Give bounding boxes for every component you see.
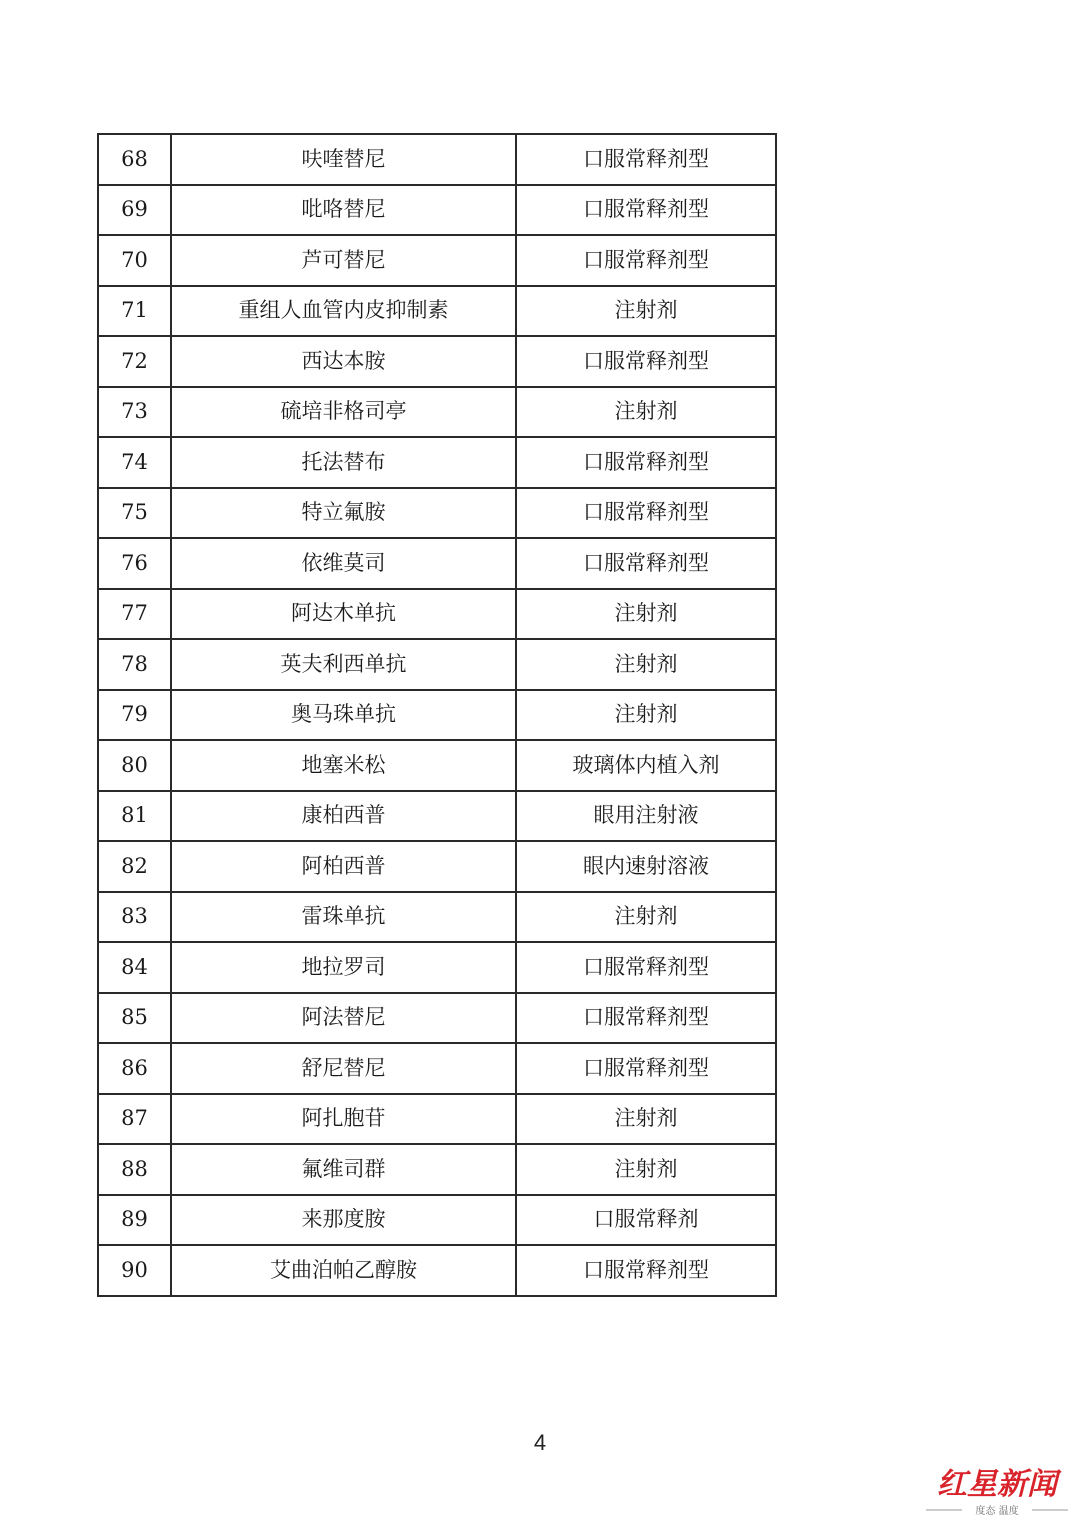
dosage-form: 口服常释剂型: [516, 488, 776, 539]
row-number: 70: [98, 235, 171, 286]
drug-name: 阿扎胞苷: [171, 1094, 516, 1145]
drug-name: 雷珠单抗: [171, 892, 516, 943]
dosage-form: 注射剂: [516, 1094, 776, 1145]
table-row: [98, 437, 776, 488]
drug-name: 西达本胺: [171, 336, 516, 387]
drug-name: 舒尼替尼: [171, 1043, 516, 1094]
table-row: [98, 286, 776, 337]
row-number: 80: [98, 740, 171, 791]
row-number: 90: [98, 1245, 171, 1296]
drug-name: 硫培非格司亭: [171, 387, 516, 438]
page-number: 4: [533, 1430, 547, 1455]
drug-name: 阿法替尼: [171, 993, 516, 1044]
table-row: [98, 387, 776, 438]
drug-name: 康柏西普: [171, 791, 516, 842]
row-number: 71: [98, 286, 171, 337]
table-body: [98, 134, 776, 1296]
drug-name: 艾曲泊帕乙醇胺: [171, 1245, 516, 1296]
row-number: 82: [98, 841, 171, 892]
row-number: 85: [98, 993, 171, 1044]
dosage-form: 玻璃体内植入剂: [516, 740, 776, 791]
drug-name: 奥马珠单抗: [171, 690, 516, 741]
row-number: 83: [98, 892, 171, 943]
dosage-form: 口服常释剂型: [516, 942, 776, 993]
row-number: 69: [98, 185, 171, 236]
dosage-form: 注射剂: [516, 690, 776, 741]
table-row: [98, 538, 776, 589]
dosage-form: 眼内速射溶液: [516, 841, 776, 892]
drug-name: 英夫利西单抗: [171, 639, 516, 690]
row-number: 89: [98, 1195, 171, 1246]
table-row: [98, 841, 776, 892]
row-number: 79: [98, 690, 171, 741]
table-row: [98, 589, 776, 640]
drug-name: 托法替布: [171, 437, 516, 488]
dosage-form: 口服常释剂型: [516, 1245, 776, 1296]
row-number: 81: [98, 791, 171, 842]
drug-name: 特立氟胺: [171, 488, 516, 539]
dosage-form: 注射剂: [516, 387, 776, 438]
row-number: 84: [98, 942, 171, 993]
row-number: 73: [98, 387, 171, 438]
table-row: [98, 1195, 776, 1246]
dosage-form: 口服常释剂型: [516, 336, 776, 387]
table-row: [98, 336, 776, 387]
drug-name: 来那度胺: [171, 1195, 516, 1246]
table-row: [98, 1094, 776, 1145]
table-row: [98, 740, 776, 791]
drug-name: 地拉罗司: [171, 942, 516, 993]
drug-name: 氟维司群: [171, 1144, 516, 1195]
dosage-form: 注射剂: [516, 286, 776, 337]
dosage-form: 注射剂: [516, 892, 776, 943]
table-row: [98, 1245, 776, 1296]
dosage-form: 注射剂: [516, 589, 776, 640]
dosage-form: 口服常释剂型: [516, 993, 776, 1044]
table-row: [98, 488, 776, 539]
row-number: 88: [98, 1144, 171, 1195]
table-row: [98, 235, 776, 286]
dosage-form: 注射剂: [516, 639, 776, 690]
table-row: [98, 639, 776, 690]
drug-name: 地塞米松: [171, 740, 516, 791]
table-row: [98, 791, 776, 842]
row-number: 68: [98, 134, 171, 185]
svg-text:度态 温度: 度态 温度: [975, 1506, 1019, 1517]
row-number: 77: [98, 589, 171, 640]
drug-name: 依维莫司: [171, 538, 516, 589]
row-number: 75: [98, 488, 171, 539]
table-row: [98, 690, 776, 741]
dosage-form: 口服常释剂型: [516, 1043, 776, 1094]
drug-name: 吡咯替尼: [171, 185, 516, 236]
dosage-form: 口服常释剂型: [516, 185, 776, 236]
table-row: [98, 134, 776, 185]
drug-name: 芦可替尼: [171, 235, 516, 286]
row-number: 86: [98, 1043, 171, 1094]
table-row: [98, 993, 776, 1044]
dosage-form: 口服常释剂型: [516, 538, 776, 589]
drug-table: [97, 133, 777, 1297]
dosage-form: 口服常释剂型: [516, 134, 776, 185]
table-row: [98, 892, 776, 943]
drug-name: 重组人血管内皮抑制素: [171, 286, 516, 337]
drug-name: 阿达木单抗: [171, 589, 516, 640]
row-number: 87: [98, 1094, 171, 1145]
drug-name: 阿柏西普: [171, 841, 516, 892]
table-row: [98, 185, 776, 236]
table-row: [98, 1043, 776, 1094]
dosage-form: 口服常释剂型: [516, 437, 776, 488]
dosage-form: 眼用注射液: [516, 791, 776, 842]
row-number: 72: [98, 336, 171, 387]
drug-name: 呋喹替尼: [171, 134, 516, 185]
table-row: [98, 1144, 776, 1195]
row-number: 78: [98, 639, 171, 690]
row-number: 76: [98, 538, 171, 589]
svg-text:红星新闻: 红星新闻: [937, 1467, 1057, 1502]
dosage-form: 注射剂: [516, 1144, 776, 1195]
dosage-form: 口服常释剂型: [516, 235, 776, 286]
dosage-form: 口服常释剂: [516, 1195, 776, 1246]
red-star-news-logo-icon: [922, 1452, 1072, 1522]
table-row: [98, 942, 776, 993]
row-number: 74: [98, 437, 171, 488]
